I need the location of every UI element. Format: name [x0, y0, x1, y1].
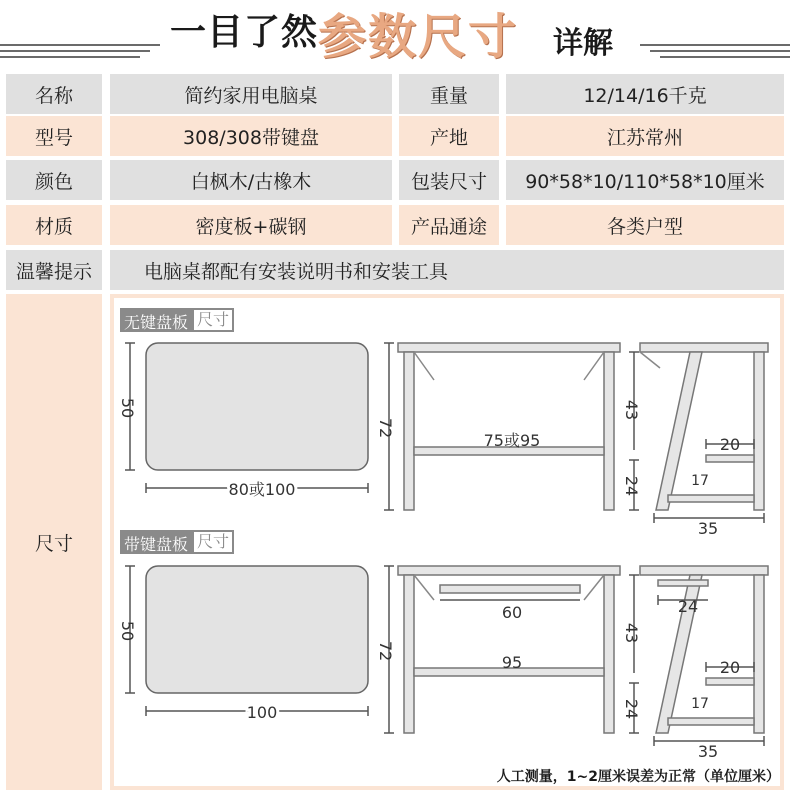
- top-width-label: 100: [246, 703, 278, 722]
- spec-key: 颜色: [6, 160, 102, 200]
- spec-value: 各类户型: [506, 205, 784, 245]
- top-width-label: 80或100: [228, 480, 296, 499]
- tip-value: 电脑桌都配有安装说明书和安装工具: [110, 250, 784, 290]
- tabletop-plan: [146, 566, 368, 693]
- tag-primary: 无键盘板: [120, 308, 192, 332]
- tag-secondary: 尺寸: [192, 530, 234, 554]
- depth-label: 35: [697, 742, 719, 761]
- spec-key: 型号: [6, 116, 102, 156]
- front-view-frame: [398, 343, 620, 510]
- shelf-label: 20: [719, 658, 741, 677]
- spec-value: 密度板+碳钢: [110, 205, 392, 245]
- shelf-height-label: 17: [691, 696, 709, 712]
- spec-key: 产品通途: [399, 205, 499, 245]
- top-depth-label: 50: [118, 620, 137, 642]
- side-lower-label: 24: [622, 475, 641, 497]
- measurement-footnote: 人工测量，1~2厘米误差为正常（单位厘米）: [496, 769, 780, 785]
- depth-label: 35: [697, 519, 719, 538]
- tip-label: 温馨提示: [6, 250, 102, 290]
- tag-secondary: 尺寸: [192, 308, 234, 332]
- header-title-part1: 一目了然: [170, 12, 319, 53]
- tag-primary: 带键盘板: [120, 530, 192, 554]
- keyboard-width-label: 60: [501, 603, 523, 622]
- shelf-height-label: 17: [691, 473, 709, 489]
- spec-key: 包装尺寸: [399, 160, 499, 200]
- spec-value: 90*58*10/110*58*10厘米: [506, 160, 784, 200]
- spec-key: 名称: [6, 74, 102, 114]
- spec-value: 308/308带键盘: [110, 116, 392, 156]
- top-depth-label: 50: [118, 397, 137, 419]
- side-upper-label: 43: [622, 399, 641, 421]
- keyboard-depth-label: 24: [677, 597, 699, 616]
- spec-key: 重量: [399, 74, 499, 114]
- header-title-part3: 详解: [553, 26, 613, 61]
- side-upper-label: 43: [622, 622, 641, 644]
- shelf-label: 20: [719, 435, 741, 454]
- header-title-part2: 参数尺寸: [318, 9, 519, 65]
- spec-key: 材质: [6, 205, 102, 245]
- inner-width-label: 75或95: [483, 431, 541, 450]
- spec-value: 12/14/16千克: [506, 74, 784, 114]
- height-label: 72: [376, 417, 395, 439]
- side-lower-label: 24: [622, 698, 641, 720]
- front-view-frame: [398, 566, 620, 733]
- tabletop-plan: [146, 343, 368, 470]
- spec-value: 江苏常州: [506, 116, 784, 156]
- size-label: 尺寸: [6, 294, 102, 790]
- spec-key: 产地: [399, 116, 499, 156]
- spec-value: 白枫木/古橡木: [110, 160, 392, 200]
- height-label: 72: [376, 640, 395, 662]
- spec-value: 简约家用电脑桌: [110, 74, 392, 114]
- inner-width-label: 95: [501, 653, 523, 672]
